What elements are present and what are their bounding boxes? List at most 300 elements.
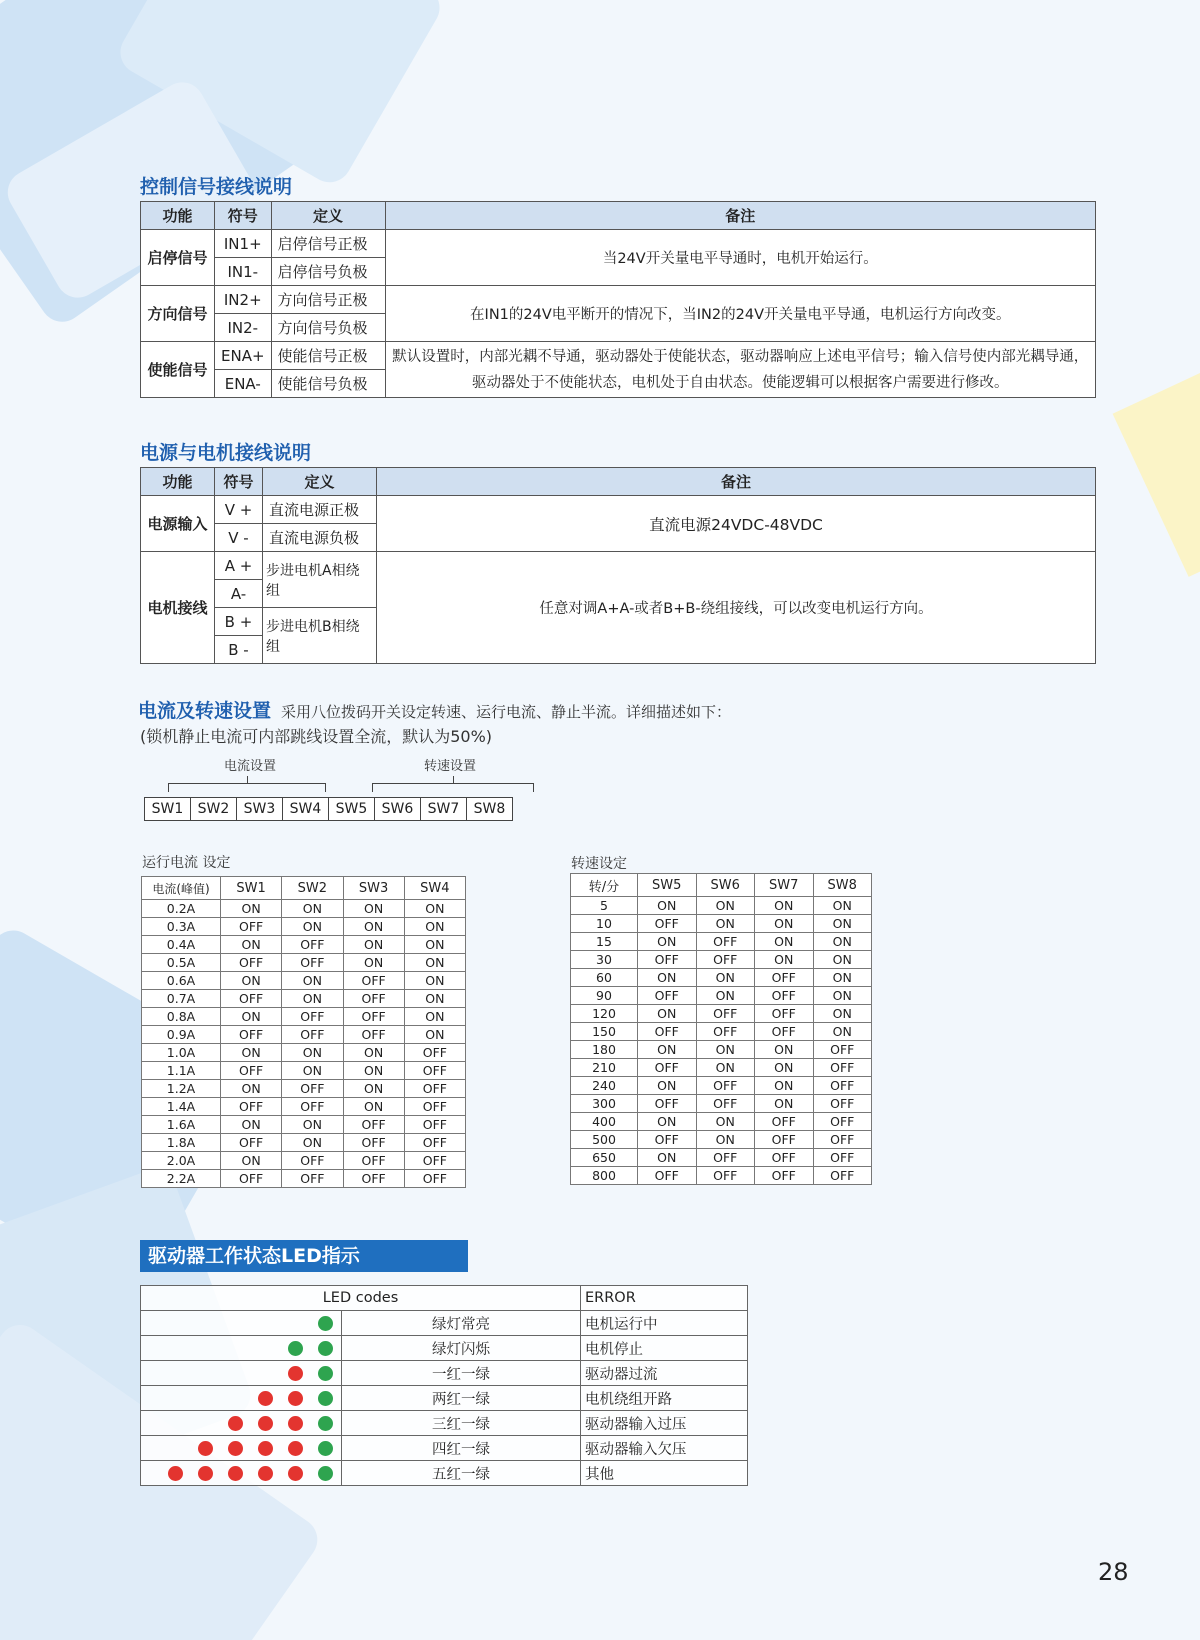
switch-state-cell: ON: [755, 1059, 814, 1077]
switch-state-cell: OFF: [343, 990, 404, 1008]
switch-state-cell: ON: [282, 972, 343, 990]
switch-state-cell: ON: [638, 933, 697, 951]
switch-state-cell: ON: [696, 987, 755, 1005]
current-table-title: 运行电流 设定: [142, 855, 231, 871]
switch-state-cell: ON: [404, 900, 465, 918]
led-indicator-cell: [141, 1411, 342, 1436]
switch-state-cell: OFF: [282, 1098, 343, 1116]
definition-cell: 使能信号负极: [271, 370, 385, 398]
table-row: [142, 1062, 466, 1080]
switch-state-cell: ON: [696, 1041, 755, 1059]
definition-cell: 方向信号正极: [271, 286, 385, 314]
switch-state-cell: OFF: [404, 1062, 465, 1080]
value-cell: 1.8A: [142, 1134, 221, 1152]
red-led-icon: [168, 1466, 183, 1481]
current-bracket: [168, 783, 326, 792]
red-led-icon: [198, 1466, 213, 1481]
switch-state-cell: OFF: [343, 1152, 404, 1170]
value-cell: 0.6A: [142, 972, 221, 990]
symbol-cell: IN2-: [215, 314, 272, 342]
led-description: 两红一绿: [342, 1386, 581, 1411]
switch-state-cell: OFF: [221, 1170, 282, 1188]
switch-state-cell: OFF: [813, 1095, 872, 1113]
switch-state-cell: ON: [221, 972, 282, 990]
table-row: [571, 969, 872, 987]
table-row: [142, 954, 466, 972]
switch-state-cell: OFF: [221, 1134, 282, 1152]
switch-state-cell: OFF: [638, 1059, 697, 1077]
col-header-function: 功能: [141, 202, 215, 230]
led-error-meaning: 其他: [581, 1461, 748, 1486]
table-row: [571, 915, 872, 933]
table-row: [571, 1095, 872, 1113]
definition-cell: 步进电机B相绕组: [263, 608, 377, 664]
red-led-icon: [258, 1441, 273, 1456]
switch-state-cell: ON: [221, 1116, 282, 1134]
red-led-icon: [258, 1466, 273, 1481]
current-setting-table: [141, 876, 466, 1188]
led-error-meaning: 驱动器输入过压: [581, 1411, 748, 1436]
switch-state-cell: OFF: [696, 1023, 755, 1041]
led-row: [141, 1361, 748, 1386]
switch-state-cell: ON: [638, 1149, 697, 1167]
switch-state-cell: ON: [404, 1008, 465, 1026]
switch-state-cell: ON: [696, 969, 755, 987]
switch-state-cell: OFF: [638, 1023, 697, 1041]
value-cell: 1.6A: [142, 1116, 221, 1134]
switch-state-cell: ON: [221, 900, 282, 918]
switch-state-cell: ON: [696, 915, 755, 933]
definition-cell: 方向信号负极: [271, 314, 385, 342]
col-header: SW8: [813, 874, 872, 897]
switch-label: SW7: [421, 798, 467, 821]
table-row: [571, 1131, 872, 1149]
switch-state-cell: ON: [221, 1008, 282, 1026]
col-header: SW1: [221, 877, 282, 900]
definition-cell: 直流电源正极: [263, 496, 377, 524]
switch-state-cell: OFF: [221, 918, 282, 936]
switch-state-cell: OFF: [343, 972, 404, 990]
led-description: 四红一绿: [342, 1436, 581, 1461]
remark-cell: 当24V开关量电平导通时，电机开始运行。: [385, 230, 1095, 286]
speed-group-label: 转速设置: [424, 759, 477, 774]
switch-state-cell: ON: [755, 1041, 814, 1059]
col-header: SW2: [282, 877, 343, 900]
table-row: [142, 1116, 466, 1134]
control-signal-table: [140, 201, 1096, 398]
switch-label: SW6: [375, 798, 421, 821]
value-cell: 150: [571, 1023, 638, 1041]
red-led-icon: [288, 1466, 303, 1481]
table-row: [571, 1149, 872, 1167]
table-row: [571, 1005, 872, 1023]
led-description: 一红一绿: [342, 1361, 581, 1386]
control-section-title: 控制信号接线说明: [140, 176, 293, 198]
switch-state-cell: OFF: [638, 1131, 697, 1149]
col-header: SW6: [696, 874, 755, 897]
switch-state-cell: ON: [638, 1005, 697, 1023]
col-header-remark: 备注: [385, 202, 1095, 230]
function-cell: 启停信号: [141, 230, 215, 286]
value-cell: 1.0A: [142, 1044, 221, 1062]
switch-state-cell: OFF: [755, 969, 814, 987]
col-header: SW7: [755, 874, 814, 897]
function-cell: 方向信号: [141, 286, 215, 342]
switch-state-cell: ON: [343, 936, 404, 954]
switch-state-cell: ON: [282, 1044, 343, 1062]
switch-state-cell: ON: [404, 918, 465, 936]
switch-state-cell: OFF: [813, 1077, 872, 1095]
value-cell: 5: [571, 897, 638, 915]
dip-switch-bar: [144, 797, 513, 821]
table-row: [571, 897, 872, 915]
switch-state-cell: OFF: [404, 1080, 465, 1098]
switch-label: SW3: [237, 798, 283, 821]
switch-state-cell: ON: [755, 915, 814, 933]
symbol-cell: B +: [215, 608, 263, 636]
switch-state-cell: ON: [282, 918, 343, 936]
switch-state-cell: ON: [404, 954, 465, 972]
value-cell: 650: [571, 1149, 638, 1167]
led-row: [141, 1461, 748, 1486]
led-error-meaning: 驱动器输入欠压: [581, 1436, 748, 1461]
switch-state-cell: ON: [343, 1062, 404, 1080]
switch-state-cell: ON: [813, 933, 872, 951]
led-indicator-cell: [141, 1361, 342, 1386]
led-indicator-cell: [141, 1436, 342, 1461]
remark-cell: 默认设置时，内部光耦不导通，驱动器处于使能状态，驱动器响应上述电平信号；输入信号使内部光耦导通，驱动器处于不使能状态，电机处于自由状态。使能逻辑可以根据客户需要进行修改。: [385, 342, 1095, 398]
switch-state-cell: OFF: [282, 1026, 343, 1044]
led-error-meaning: 电机停止: [581, 1336, 748, 1361]
table-row: [571, 1059, 872, 1077]
value-cell: 210: [571, 1059, 638, 1077]
switch-state-cell: OFF: [343, 1116, 404, 1134]
switch-state-cell: OFF: [282, 1152, 343, 1170]
switch-state-cell: ON: [282, 1062, 343, 1080]
red-led-icon: [228, 1441, 243, 1456]
switch-label: SW2: [191, 798, 237, 821]
switch-state-cell: ON: [813, 1005, 872, 1023]
table-row: [571, 1023, 872, 1041]
table-row: [142, 1170, 466, 1188]
switch-state-cell: ON: [404, 936, 465, 954]
switch-state-cell: ON: [404, 972, 465, 990]
col-header-function: 功能: [141, 468, 215, 496]
value-cell: 0.8A: [142, 1008, 221, 1026]
symbol-cell: IN2+: [215, 286, 272, 314]
switch-state-cell: OFF: [696, 1005, 755, 1023]
table-row: [571, 1113, 872, 1131]
value-cell: 0.4A: [142, 936, 221, 954]
switch-state-cell: ON: [221, 1152, 282, 1170]
led-indicator-cell: [141, 1311, 342, 1336]
speed-table-title: 转速设定: [571, 856, 627, 872]
symbol-cell: V +: [215, 496, 263, 524]
symbol-cell: IN1+: [215, 230, 272, 258]
switch-state-cell: ON: [755, 951, 814, 969]
switch-state-cell: OFF: [221, 1098, 282, 1116]
switch-state-cell: ON: [638, 969, 697, 987]
value-cell: 10: [571, 915, 638, 933]
switch-state-cell: ON: [638, 1113, 697, 1131]
switch-state-cell: OFF: [813, 1149, 872, 1167]
switch-state-cell: OFF: [221, 990, 282, 1008]
switch-state-cell: ON: [221, 1044, 282, 1062]
dip-section-title: [138, 696, 731, 723]
switch-state-cell: ON: [404, 990, 465, 1008]
switch-state-cell: OFF: [404, 1098, 465, 1116]
table-row: [571, 1077, 872, 1095]
power-motor-table: [140, 467, 1096, 664]
switch-state-cell: OFF: [404, 1116, 465, 1134]
value-cell: 1.2A: [142, 1080, 221, 1098]
red-led-icon: [198, 1441, 213, 1456]
table-row: [142, 1152, 466, 1170]
dip-note: (锁机静止电流可内部跳线设置全流，默认为50%): [140, 727, 493, 746]
switch-state-cell: OFF: [221, 1062, 282, 1080]
led-description: 绿灯常亮: [342, 1311, 581, 1336]
led-error-meaning: 驱动器过流: [581, 1361, 748, 1386]
switch-state-cell: OFF: [638, 915, 697, 933]
switch-state-cell: ON: [696, 1059, 755, 1077]
red-led-icon: [288, 1366, 303, 1381]
col-header-error: ERROR: [581, 1286, 748, 1311]
table-row: [142, 990, 466, 1008]
switch-state-cell: OFF: [221, 954, 282, 972]
switch-state-cell: ON: [343, 1044, 404, 1062]
value-cell: 800: [571, 1167, 638, 1185]
switch-label: SW8: [467, 798, 513, 821]
value-cell: 2.0A: [142, 1152, 221, 1170]
current-group-label: 电流设置: [224, 759, 277, 774]
table-row: [142, 936, 466, 954]
value-cell: 0.7A: [142, 990, 221, 1008]
switch-state-cell: OFF: [813, 1131, 872, 1149]
value-cell: 120: [571, 1005, 638, 1023]
page-number: 28: [1098, 1558, 1129, 1586]
green-led-icon: [318, 1416, 333, 1431]
table-row: [142, 1134, 466, 1152]
switch-state-cell: OFF: [282, 1080, 343, 1098]
switch-state-cell: OFF: [696, 1095, 755, 1113]
green-led-icon: [318, 1391, 333, 1406]
led-description: 五红一绿: [342, 1461, 581, 1486]
switch-state-cell: ON: [221, 936, 282, 954]
switch-state-cell: OFF: [282, 954, 343, 972]
definition-cell: 直流电源负极: [263, 524, 377, 552]
switch-state-cell: ON: [282, 900, 343, 918]
power-section-title: 电源与电机接线说明: [140, 442, 312, 464]
switch-state-cell: ON: [813, 951, 872, 969]
led-description: 三红一绿: [342, 1411, 581, 1436]
switch-state-cell: OFF: [813, 1041, 872, 1059]
switch-state-cell: OFF: [404, 1134, 465, 1152]
table-row: [142, 1026, 466, 1044]
value-cell: 1.4A: [142, 1098, 221, 1116]
switch-state-cell: ON: [343, 900, 404, 918]
switch-state-cell: OFF: [755, 1113, 814, 1131]
red-led-icon: [258, 1391, 273, 1406]
switch-state-cell: OFF: [638, 987, 697, 1005]
led-indicator-cell: [141, 1461, 342, 1486]
symbol-cell: B -: [215, 636, 263, 664]
switch-state-cell: OFF: [404, 1044, 465, 1062]
led-error-meaning: 电机绕组开路: [581, 1386, 748, 1411]
switch-state-cell: ON: [755, 1095, 814, 1113]
switch-state-cell: ON: [696, 1131, 755, 1149]
green-led-icon: [288, 1341, 303, 1356]
table-row: [571, 951, 872, 969]
value-cell: 300: [571, 1095, 638, 1113]
switch-state-cell: OFF: [755, 1149, 814, 1167]
symbol-cell: ENA+: [215, 342, 272, 370]
value-cell: 30: [571, 951, 638, 969]
table-row: [571, 987, 872, 1005]
speed-setting-table: [570, 873, 872, 1185]
switch-state-cell: OFF: [696, 1149, 755, 1167]
switch-state-cell: OFF: [343, 1008, 404, 1026]
function-cell: 电机接线: [141, 552, 215, 664]
switch-state-cell: OFF: [638, 1095, 697, 1113]
table-row: [142, 1080, 466, 1098]
value-cell: 0.3A: [142, 918, 221, 936]
green-led-icon: [318, 1366, 333, 1381]
switch-state-cell: OFF: [696, 1167, 755, 1185]
function-cell: 使能信号: [141, 342, 215, 398]
col-header: SW3: [343, 877, 404, 900]
led-indicator-cell: [141, 1386, 342, 1411]
switch-state-cell: ON: [404, 1026, 465, 1044]
switch-state-cell: ON: [343, 954, 404, 972]
function-cell: 电源输入: [141, 496, 215, 552]
switch-state-cell: OFF: [755, 1005, 814, 1023]
definition-cell: 启停信号正极: [271, 230, 385, 258]
value-cell: 60: [571, 969, 638, 987]
col-header-led-codes: LED codes: [141, 1286, 581, 1311]
red-led-icon: [288, 1416, 303, 1431]
switch-label: SW1: [145, 798, 191, 821]
value-cell: 0.9A: [142, 1026, 221, 1044]
speed-table-body: [571, 897, 872, 1185]
switch-state-cell: ON: [282, 1134, 343, 1152]
table-row: [571, 1167, 872, 1185]
switch-state-cell: OFF: [343, 1026, 404, 1044]
remark-cell: 任意对调A+A-或者B+B-绕组接线，可以改变电机运行方向。: [377, 552, 1096, 664]
switch-state-cell: OFF: [813, 1167, 872, 1185]
current-table-body: [142, 900, 466, 1188]
col-header: SW4: [404, 877, 465, 900]
switch-state-cell: ON: [813, 969, 872, 987]
value-cell: 15: [571, 933, 638, 951]
switch-state-cell: ON: [638, 1041, 697, 1059]
col-header-remark: 备注: [377, 468, 1096, 496]
green-led-icon: [318, 1341, 333, 1356]
table-row: [571, 933, 872, 951]
table-row: [142, 1008, 466, 1026]
green-led-icon: [318, 1466, 333, 1481]
col-header-definition: 定义: [271, 202, 385, 230]
led-row: [141, 1311, 748, 1336]
led-table-body: [141, 1311, 748, 1486]
switch-state-cell: OFF: [755, 987, 814, 1005]
switch-state-cell: OFF: [813, 1059, 872, 1077]
value-cell: 1.1A: [142, 1062, 221, 1080]
switch-state-cell: ON: [755, 897, 814, 915]
green-led-icon: [318, 1316, 333, 1331]
dip-subtitle: 采用八位拨码开关设定转速、运行电流、静止半流。详细描述如下：: [281, 703, 732, 721]
value-cell: 90: [571, 987, 638, 1005]
red-led-icon: [258, 1416, 273, 1431]
value-cell: 240: [571, 1077, 638, 1095]
led-indicator-cell: [141, 1336, 342, 1361]
dip-title: 电流及转速设置: [138, 700, 272, 722]
remark-cell: 在IN1的24V电平断开的情况下，当IN2的24V开关量电平导通，电机运行方向改变。: [385, 286, 1095, 342]
switch-state-cell: ON: [221, 1080, 282, 1098]
col-header-symbol: 符号: [215, 202, 272, 230]
symbol-cell: V -: [215, 524, 263, 552]
led-section-title: 驱动器工作状态LED指示: [140, 1240, 468, 1272]
col-header-symbol: 符号: [215, 468, 263, 496]
switch-state-cell: OFF: [755, 1131, 814, 1149]
switch-state-cell: ON: [343, 1080, 404, 1098]
definition-cell: 步进电机A相绕组: [263, 552, 377, 608]
symbol-cell: A +: [215, 552, 263, 580]
switch-state-cell: ON: [813, 915, 872, 933]
switch-state-cell: ON: [696, 1113, 755, 1131]
symbol-cell: ENA-: [215, 370, 272, 398]
switch-state-cell: OFF: [343, 1134, 404, 1152]
switch-state-cell: ON: [343, 918, 404, 936]
value-cell: 0.2A: [142, 900, 221, 918]
table-row: [142, 900, 466, 918]
col-header: 电流(峰值): [142, 877, 221, 900]
switch-state-cell: OFF: [755, 1167, 814, 1185]
switch-state-cell: OFF: [696, 951, 755, 969]
red-led-icon: [288, 1391, 303, 1406]
switch-state-cell: OFF: [282, 1170, 343, 1188]
switch-state-cell: ON: [755, 1077, 814, 1095]
switch-state-cell: ON: [282, 990, 343, 1008]
red-led-icon: [228, 1466, 243, 1481]
led-row: [141, 1411, 748, 1436]
value-cell: 0.5A: [142, 954, 221, 972]
switch-label: SW4: [283, 798, 329, 821]
switch-state-cell: OFF: [282, 1008, 343, 1026]
switch-state-cell: OFF: [755, 1023, 814, 1041]
value-cell: 180: [571, 1041, 638, 1059]
switch-state-cell: OFF: [696, 1077, 755, 1095]
led-description: 绿灯闪烁: [342, 1336, 581, 1361]
led-status-table: [140, 1285, 748, 1486]
switch-state-cell: ON: [696, 897, 755, 915]
switch-state-cell: OFF: [404, 1170, 465, 1188]
switch-state-cell: OFF: [813, 1113, 872, 1131]
switch-state-cell: OFF: [221, 1026, 282, 1044]
switch-state-cell: ON: [282, 1116, 343, 1134]
switch-state-cell: OFF: [282, 936, 343, 954]
definition-cell: 启停信号负极: [271, 258, 385, 286]
switch-state-cell: OFF: [343, 1170, 404, 1188]
symbol-cell: A-: [215, 580, 263, 608]
green-led-icon: [318, 1441, 333, 1456]
switch-state-cell: ON: [638, 897, 697, 915]
switch-state-cell: ON: [813, 1023, 872, 1041]
led-row: [141, 1436, 748, 1461]
switch-state-cell: ON: [813, 897, 872, 915]
led-row: [141, 1336, 748, 1361]
switch-state-cell: ON: [813, 987, 872, 1005]
switch-state-cell: ON: [638, 1077, 697, 1095]
